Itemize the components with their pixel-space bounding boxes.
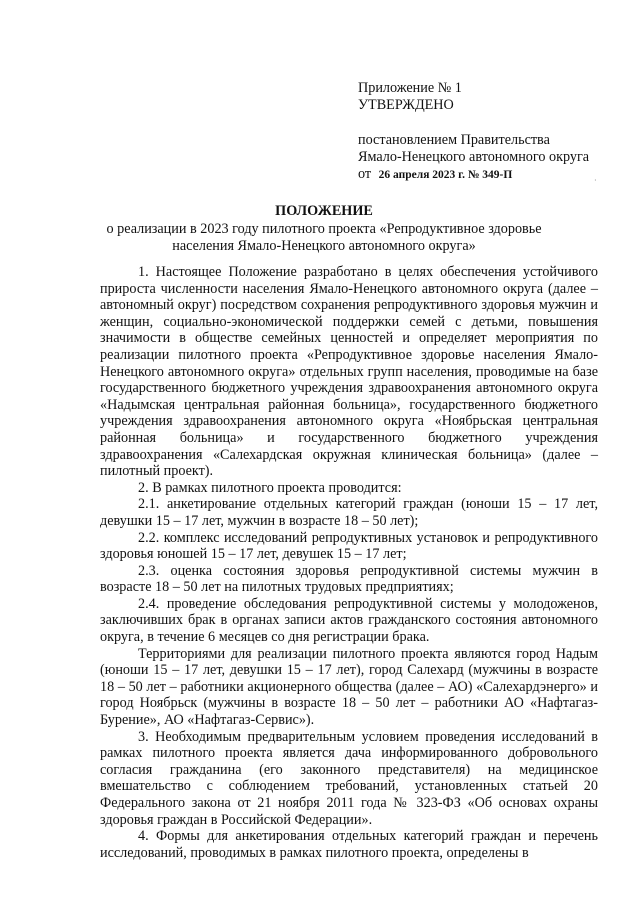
document-title xyxy=(100,203,548,255)
decree-line-1: постановлением Правительства xyxy=(358,132,550,148)
approval-header xyxy=(358,80,597,185)
title-heading: ПОЛОЖЕНИЕ xyxy=(275,203,373,219)
title-line-2: населения Ямало-Ненецкого автономного округа» xyxy=(172,238,476,254)
paragraph: 2.3. оценка состояния здоровья репродуктивной системы мужчин в возрасте 18 – 50 лет на пилотных трудовых предприятиях; xyxy=(100,562,598,596)
paragraph: 3. Необходимым предварительным условием проведения исследований в рамках пилотного проекта является дача информированного добровольного согласия гражданина (его законного представителя) на медицинское вмешательство с соблюдением требований, установленных статьей 20 Федерального закона от 21 ноября 2011 года № 323-ФЗ «Об основах охраны здоровья граждан в Российской Федерации». xyxy=(100,728,598,828)
from-prefix: от xyxy=(358,166,372,182)
paragraph: Территориями для реализации пилотного проекта являются город Надым (юноши 15 – 17 лет, девушки 15 – 17 лет), город Салехард (мужчины в возрасте 18 – 50 лет – работники акционерного общества (далее – АО) «Салехардэнерго» и город Ноябрьск (мужчины в возрасте 18 – 50 лет – работники АО «Нафтагаз-Бурение», АО «Нафтагаз-Сервис»). xyxy=(100,645,598,729)
decree-date-line xyxy=(358,166,589,184)
paragraph: 4. Формы для анкетирования отдельных категорий граждан и перечень исследований, проводимых в рамках пилотного проекта, определены в xyxy=(100,828,598,861)
appendix-label: Приложение № 1 xyxy=(358,80,462,96)
paragraph: 2.1. анкетирование отдельных категорий граждан (юноши 15 – 17 лет, девушки 15 – 17 лет, мужчин в возрасте 18 – 50 лет); xyxy=(100,496,598,529)
document-body xyxy=(100,264,598,861)
paragraph: 1. Настоящее Положение разработано в целях обеспечения устойчивого прироста численности населения Ямало-Ненецкого автономного округа (далее – автономный округ) посредством сохранения репродуктивного здоровья мужчин и женщин, социально-экономической поддержки семей с детьми, повышения значимости в обществе семейных ценностей и определяет мероприятия по реализации пилотного проекта «Репродуктивное здоровье населения Ямало-Ненецкого автономного округа» отдельных групп населения, проводимые на базе государственного бюджетного учреждения здравоохранения автономного округа «Надымская центральная районная больница», государственного бюджетного учреждения здравоохранения автономного округа «Ноябрьская центральная районная больница» и государственного бюджетного учреждения здравоохранения «Салехардская окружная клиническая больница» (далее – пилотный проект). xyxy=(100,264,598,480)
decree-line-2: Ямало-Ненецкого автономного округа xyxy=(358,149,590,165)
scan-mark: · xyxy=(594,176,597,185)
decree-date-number: 26 апреля 2023 г. № 349-П xyxy=(378,169,513,181)
paragraph: 2.4. проведение обследования репродуктивной системы у молодоженов, заключивших брак в органах записи актов гражданского состояния автономного округа, в течение 6 месяцев со дня регистрации брака. xyxy=(100,595,598,646)
approved-label: УТВЕРЖДЕНО xyxy=(358,97,454,113)
paragraph: 2. В рамках пилотного проекта проводится: xyxy=(138,479,402,496)
title-line-1: о реализации в 2023 году пилотного проекта «Репродуктивное здоровье xyxy=(106,221,542,237)
paragraph: 2.2. комплекс исследований репродуктивных установок и репродуктивного здоровья юношей 15 – 17 лет, девушек 15 – 17 лет; xyxy=(100,529,598,563)
